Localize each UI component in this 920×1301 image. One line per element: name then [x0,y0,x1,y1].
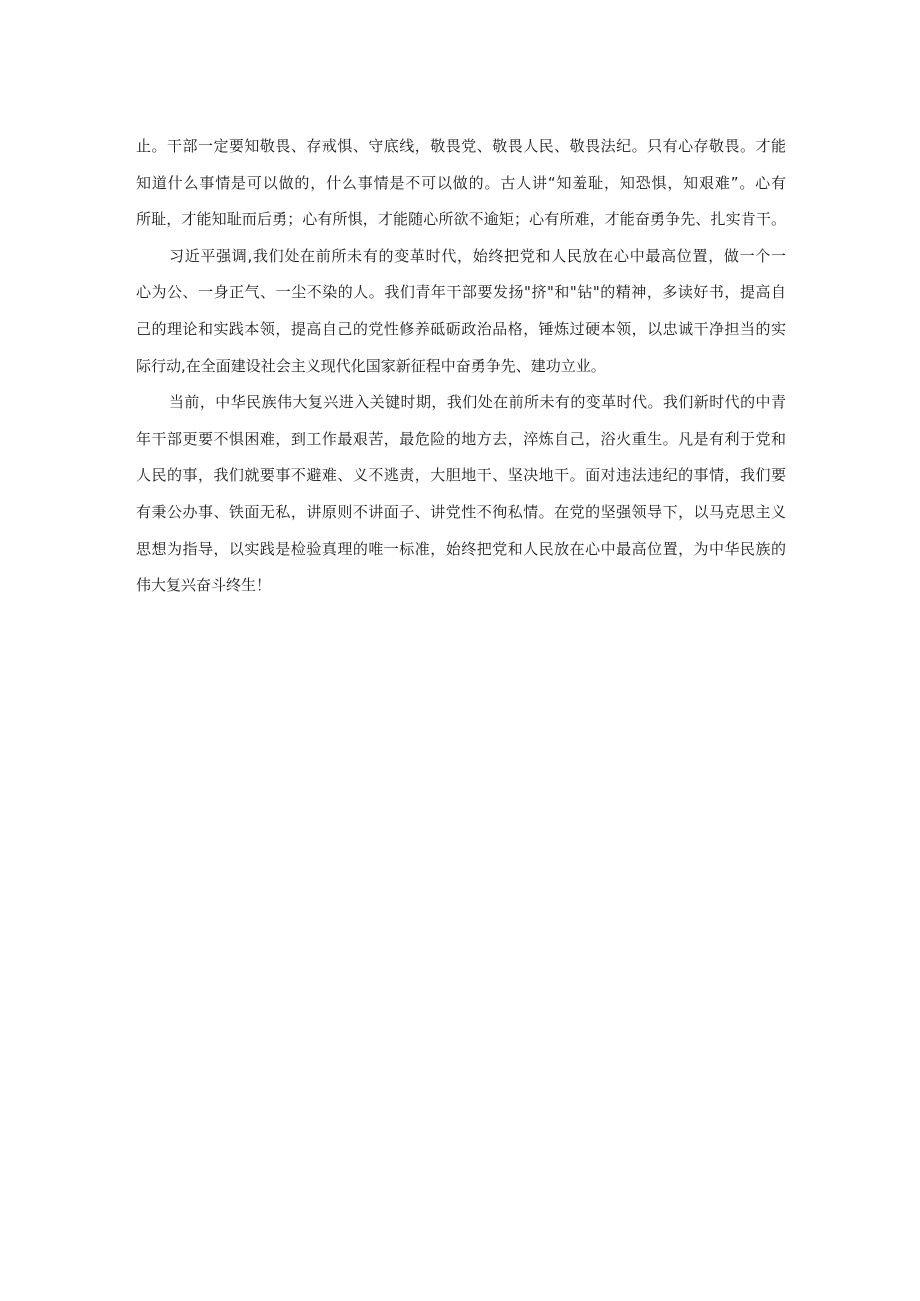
text-line: 际行动,在全面建设社会主义现代化国家新征程中奋勇争先、建功立业。 [136,356,606,375]
text-line: 己的理论和实践本领，提高自己的党性修养砥砺政治品格，锤炼过硬本领，以忠诚干净担当的实 [136,319,786,338]
text-line: 所耻，才能知耻而后勇；心有所惧，才能随心所欲不逾矩；心有所难，才能奋勇争先、扎实肯干。 [136,210,786,229]
text-line: 思想为指导，以实践是检验真理的唯一标准，始终把党和人民放在心中最高位置，为中华民族的 [136,539,786,558]
text-line: 知道什么事情是可以做的，什么事情是不可以做的。古人讲“知羞耻，知恐惧，知艰难”。心有 [136,173,786,192]
text-line: 伟大复兴奋斗终生！ [136,576,272,595]
text-line: 止。干部一定要知敬畏、存戒惧、守底线，敬畏党、敬畏人民、敬畏法纪。只有心存敬畏。才能 [136,137,786,155]
text-line: 人民的事，我们就要事不避难、义不逃责，大胆地干、坚决地干。面对违法违纪的事情，我们要 [136,466,786,485]
text-line: 年干部更要不惧困难，到工作最艰苦，最危险的地方去，淬炼自己，浴火重生。凡是有利于党和 [136,429,786,448]
text-line: 当前，中华民族伟大复兴进入关键时期，我们处在前所未有的变革时代。我们新时代的中青 [169,393,786,412]
document-body [136,128,786,604]
paragraph-3 [136,384,786,604]
text-line: 心为公、一身正气、一尘不染的人。我们青年干部要发扬"挤"和"钻"的精神，多读好书，提高自 [136,283,786,302]
text-line: 有秉公办事、铁面无私，讲原则不讲面子、讲党性不徇私情。在党的坚强领导下，以马克思主义 [136,502,786,521]
paragraph-1 [136,128,786,238]
paragraph-2 [136,238,786,384]
text-line: 习近平强调,我们处在前所未有的变革时代，始终把党和人民放在心中最高位置，做一个一 [169,246,786,265]
